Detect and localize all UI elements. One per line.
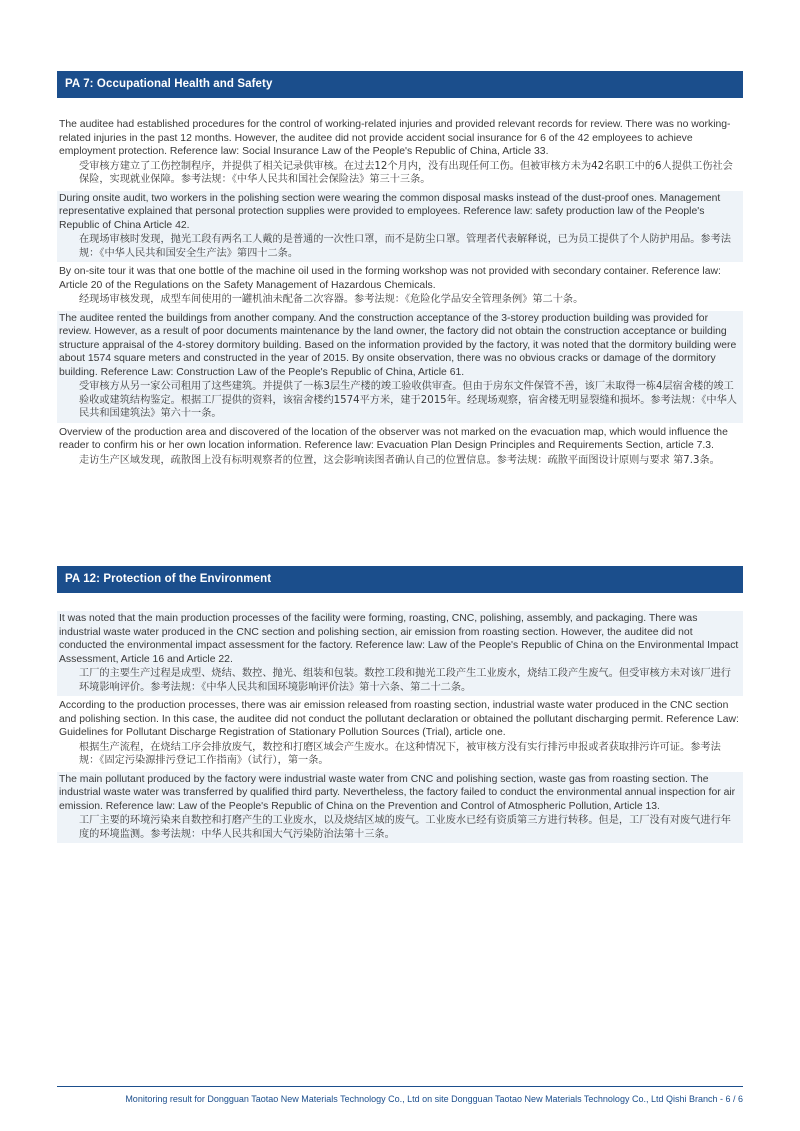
finding-text-en: The auditee had established procedures for the control of working-related injuries and provided relevant records for review. There was no working-related injuries in the past 12 months. However, the auditee did not provide accident social insurance for 6 of the 42 employees to achieve employment protection. Reference law: Social Insurance Law of the People's Republic of China, Article 33. [59,119,731,157]
finding-text-zh: 受审核方建立了工伤控制程序，并提供了相关记录供审核。在过去12个月内，没有出现任何工伤。但被审核方未为42名职工中的6人提供工伤社会保险，实现就业保障。参考法规：《中华人民共和国社会保险法》第三十三条。 [79,160,733,185]
finding-text-en: The main pollutant produced by the factory were industrial waste water from CNC and polishing section, waste gas from roasting section. The industrial waste water was transferred by qualified third party. Nevertheless, the factory failed to conduct the environmental annual inspection for air emission. Reference law: Law of the People's Republic of China on the Prevention and Control of Atmospheric Pollution, Article 13. [59,773,736,812]
finding-list-pa7 [57,117,743,471]
finding-text-zh: 工厂的主要生产过程是成型、烧结、数控、抛光、组装和包装。数控工段和抛光工段产生工业废水，烧结工段产生废气。但受审核方未对该厂进行环境影响评价。参考法规：《中华人民共和国环境影响评价法》第十六条、第二十二条。 [79,668,731,693]
finding-text-en: By on-site tour it was that one bottle of the machine oil used in the forming workshop was not provided with secondary container. Reference law: Article 20 of the Regulations on the Safety Management of Hazardous Chemicals. [59,266,721,291]
finding-text-zh: 工厂主要的环境污染来自数控和打磨产生的工业废水，以及烧结区域的废气。工业废水已经有资质第三方进行转移。但是，工厂没有对废气进行年度的环境监测。参考法规：中华人民共和国大气污染防治法第十三条。 [79,815,731,840]
finding-text-zh: 走访生产区域发现，疏散图上没有标明观察者的位置，这会影响读图者确认自己的位置信息。参考法规：疏散平面图设计原则与要求 第7.3条。 [79,454,720,466]
finding-text-en: According to the production processes, there was air emission released from roasting section, industrial waste water produced in the CNC section and polishing section. In this case, the auditee did not conduct the pollutant declaration or obtained the pollutant discharging permit. Reference Law: Guidelines for Pollutant Discharge Registration of Stationary Pollution Sources (Trial), article one. [59,700,739,738]
finding-list-pa12 [57,611,743,845]
page-footer: Monitoring result for Dongguan Taotao New Materials Technology Co., Ltd on site Dongguan Taotao New Materials Technology Co., Ltd Qishi Branch - 6 / 6 [125,1094,743,1104]
finding-text-zh: 受审核方从另一家公司租用了这些建筑。并提供了一栋3层生产楼的竣工验收供审查。但由于房东文件保管不善，该厂未取得一栋4层宿舍楼的竣工验收或建筑结构鉴定。根据工厂提供的资料，该宿舍楼约1574平方米，建于2015年。经现场观察，宿舍楼无明显裂缝和损坏。参考法规：《中华人民共和国建筑法》第六十一条。 [79,381,737,419]
section-title: PA 12: Protection of the Environment [65,573,272,585]
finding-text-en: It was noted that the main production processes of the facility were forming, roasting, CNC, polishing, assembly, and packaging. There was industrial waste water produced in the CNC section and polishing section, air emission from roasting section. However, the auditee did not conducted the environmental impact assessment for the factory. Reference law: Law of the People's Republic of China on the Environmental Impact Assessment, Article 16 and Article 22. [59,613,739,665]
finding-item [57,425,743,470]
finding-item [57,611,743,696]
finding-item [57,191,743,263]
finding-text-en: During onsite audit, two workers in the polishing section were wearing the common disposal masks instead of the dust-proof ones. Management representative explained that personal protection supplies were provided to employees. Reference law: safety production law of the People's Republic of China Article 42. [59,192,721,231]
finding-item [57,264,743,309]
section-title: PA 7: Occupational Health and Safety [65,78,273,90]
finding-item [57,311,743,423]
footer-divider [57,1086,743,1087]
finding-text-en: Overview of the production area and discovered of the location of the observer was not marked on the evacuation map, which would influence the reader to confirm his or her own location information. Reference law: Evacuation Plan Design Principles and Requirements Section, article 7.3. [59,426,728,451]
finding-item [57,117,743,189]
finding-item [57,772,743,844]
section-header-pa7 [57,71,743,98]
finding-text-en: The auditee rented the buildings from another company. And the construction acceptance of the 3-storey production building was provided for review. However, as a result of poor documents maintenance by the land owner, the factory did not obtain the construction acceptance or building structure appraisal of the 4-storey dormitory building. Based on the information provided by the factory, it was noted that the dormitory building were about 1574 square meters and constructed in the year of 2015. By onsite observation, there was no obvious cracks or damage of the dormitory building. Reference Law: Construction Law of the People's Republic of China, Article 61. [59,312,737,378]
finding-item [57,698,743,770]
finding-text-zh: 经现场审核发现，成型车间使用的一罐机油未配备二次容器。参考法规：《危险化学品安全管理条例》第二十条。 [79,294,584,305]
finding-text-zh: 根据生产流程，在烧结工序会排放废气，数控和打磨区域会产生废水。在这种情况下，被审核方没有实行排污申报或者获取排污许可证。参考法规：《固定污染源排污登记工作指南》（试行），第一条。 [79,741,721,766]
finding-text-zh: 在现场审核时发现，抛光工段有两名工人戴的是普通的一次性口罩，而不是防尘口罩。管理者代表解释说，已为员工提供了个人防护用品。参考法规：《中华人民共和国安全生产法》第四十二条。 [79,234,731,259]
section-header-pa12 [57,566,743,593]
